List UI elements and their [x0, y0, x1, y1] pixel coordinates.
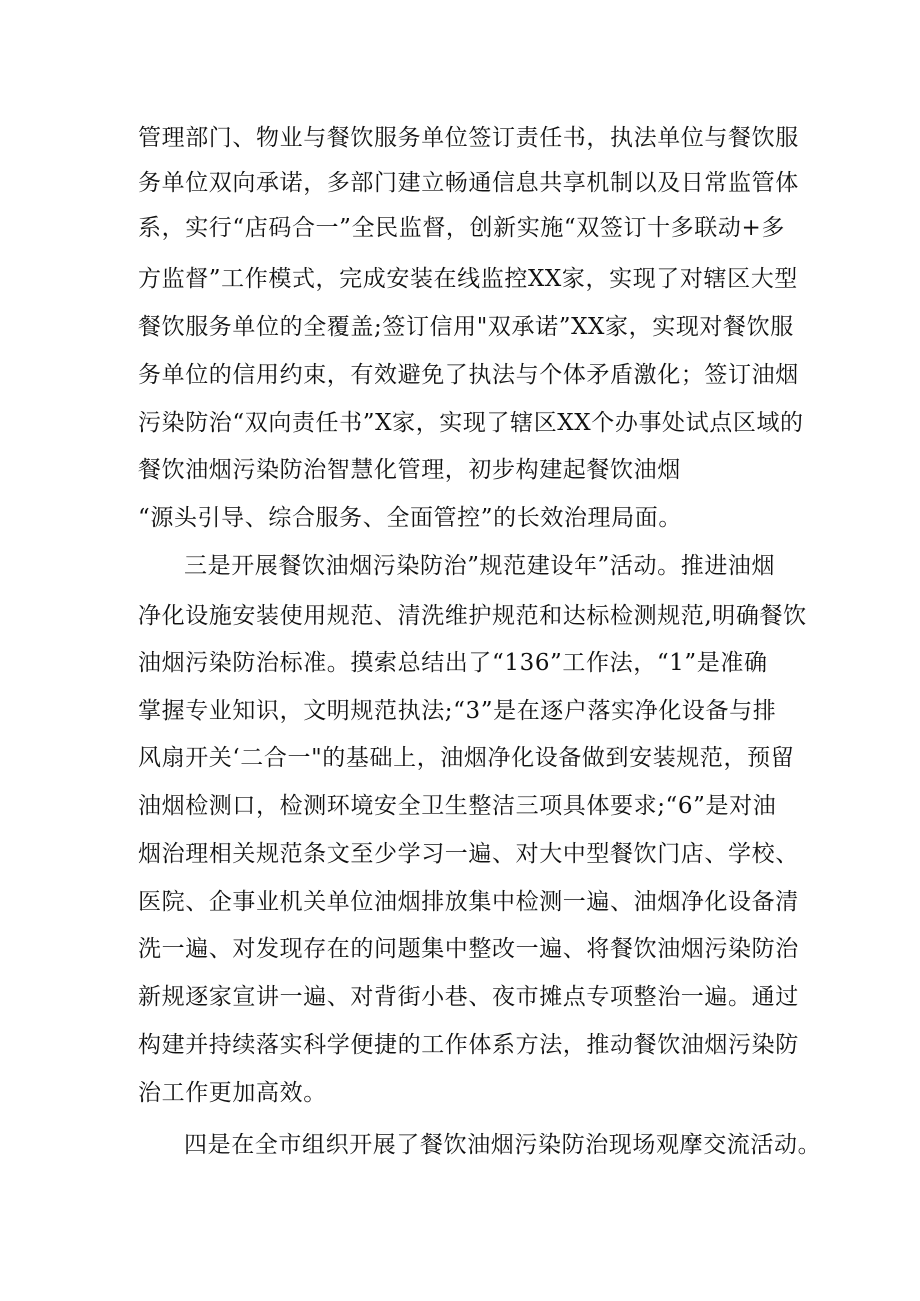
text-line: 务单位双向承诺，多部门建立畅通信息共享机制以及日常监管体 [138, 170, 799, 196]
text-line: 洗一遍、对发现存在的问题集中整改一遍、将餐饮油烟污染防治 [138, 936, 799, 962]
text-line: 餐饮服务单位的全覆盖;签订信用"双承诺”XX家，实现对餐饮服 [138, 314, 794, 340]
text-line: 新规逐家宣讲一遍、对背街小巷、夜市摊点专项整治一遍。通过 [138, 984, 799, 1010]
text-line: 治工作更加高效。 [138, 1080, 327, 1106]
text-line: 管理部门、物业与餐饮服务单位签订责任书，执法单位与餐饮服 [138, 125, 799, 151]
text-line: “源头引导、综合服务、全面管控”的长效治理局面。 [138, 505, 682, 531]
text-line: 油烟污染防治标准。摸索总结出了“136”工作法，“1”是准确 [138, 650, 768, 676]
text-line: 风扇开关‘二合一"的基础上，油烟净化设备做到安装规范，预留 [138, 745, 795, 771]
text-line: 掌握专业知识，文明规范执法;“3”是在逐户落实净化设备与排 [138, 698, 777, 724]
text-line: 净化设施安装使用规范、清洗维护规范和达标检测规范,明确餐饮 [138, 603, 807, 629]
text-line: 务单位的信用约束，有效避免了执法与个体矛盾激化；签订油烟 [138, 362, 799, 388]
text-line: 污染防治“双向责任书”X家，实现了辖区XX个办事处试点区域的 [138, 410, 804, 436]
text-line: 三是开展餐饮油烟污染防治”规范建设年”活动。推进油烟 [184, 553, 776, 579]
text-line: 餐饮油烟污染防治智慧化管理，初步构建起餐饮油烟 [138, 457, 681, 483]
text-line: 方监督”工作模式，完成安装在线监控XX家，实现了对辖区大型 [138, 266, 798, 292]
text-line: 系，实行“店码合一”全民监督，创新实施“双签订十多联动+多 [138, 215, 785, 241]
text-line: 烟治理相关规范条文至少学习一遍、对大中型餐饮门店、学校、 [138, 841, 799, 867]
text-line: 医院、企事业机关单位油烟排放集中检测一遍、油烟净化设备清 [138, 889, 799, 915]
text-line: 构建并持续落实科学便捷的工作体系方法，推动餐饮油烟污染防 [138, 1032, 799, 1058]
text-line: 四是在全市组织开展了餐饮油烟污染防治现场观摩交流活动。 [184, 1132, 822, 1158]
text-line: 油烟检测口，检测环境安全卫生整洁三项具体要求;“6”是对油 [138, 793, 777, 819]
